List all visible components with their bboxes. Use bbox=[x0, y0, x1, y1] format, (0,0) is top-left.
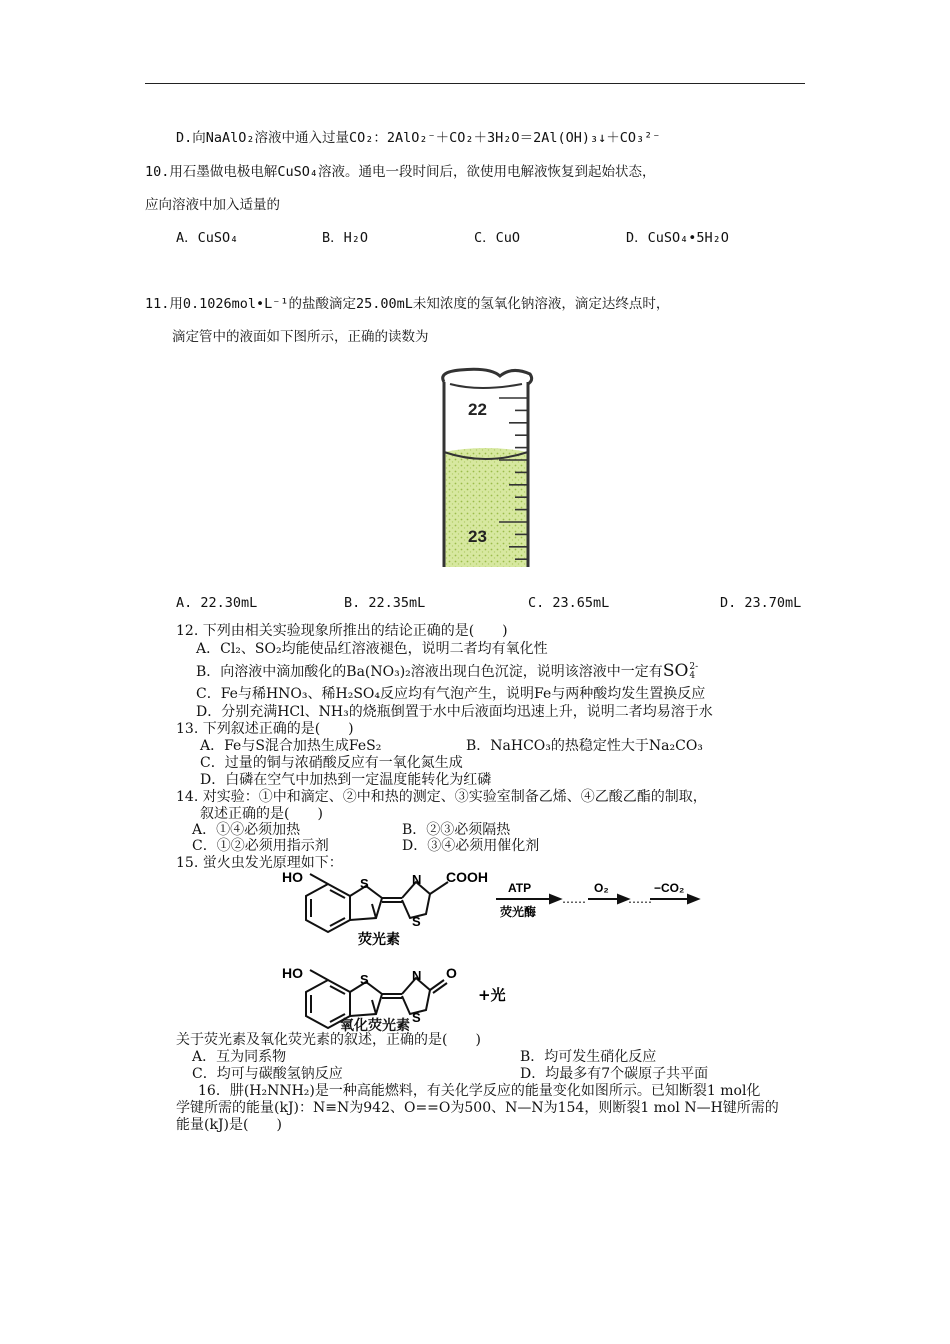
enzyme-label: 荧光酶 bbox=[500, 905, 537, 919]
q12-option-b-text: B．向溶液中滴加酸化的Ba(NO₃)₂溶液出现白色沉淀，说明该溶液中一定有 bbox=[196, 664, 663, 680]
atp-label: ATP bbox=[508, 881, 532, 895]
burette-figure bbox=[430, 362, 540, 572]
q14-option-a: A．①④必须加热 bbox=[192, 822, 301, 838]
q13-option-b: B．NaHCO₃的热稳定性大于Na₂CO₃ bbox=[466, 738, 703, 754]
q16-line3: 能量(kJ)是( ) bbox=[176, 1117, 282, 1133]
q10-option-c: C．CuO bbox=[474, 230, 521, 246]
burette-label-22: 22 bbox=[468, 400, 487, 419]
ho-label-2: HO bbox=[282, 965, 303, 981]
q11-option-c: C. 23.65mL bbox=[528, 595, 610, 611]
q13-option-c: C．过量的铜与浓硝酸反应有一氧化氮生成 bbox=[200, 755, 463, 771]
q14-option-c: C．①②必须用指示剂 bbox=[192, 838, 329, 854]
q11-option-d: D. 23.70mL bbox=[720, 595, 802, 611]
q12-stem: 12. 下列由相关实验现象所推出的结论正确的是( ) bbox=[176, 623, 508, 639]
q14-option-b: B．②③必须隔热 bbox=[402, 822, 511, 838]
n-label-1: N bbox=[412, 872, 422, 887]
q11-stem-line1: 11.用0.1026mol•L⁻¹的盐酸滴定25.00mL未知浓度的氢氧化钠溶液，滴定达终点时， bbox=[145, 296, 670, 312]
q12-option-b-sub: 4 bbox=[689, 671, 696, 681]
s-label-4: S bbox=[412, 1010, 421, 1025]
n-label-2: N bbox=[412, 968, 422, 983]
q12-option-b-sup: 2- bbox=[689, 662, 699, 672]
q12-option-c: C．Fe与稀HNO₃、稀H₂SO₄反应均有气泡产生，说明Fe与两种酸均发生置换反应 bbox=[196, 686, 706, 702]
q10-stem-line1: 10.用石墨做电极电解CuSO₄溶液。通电一段时间后，欲使用电解液恢复到起始状态， bbox=[145, 164, 656, 180]
q13-stem: 13. 下列叙述正确的是( ) bbox=[176, 721, 354, 737]
s-label-3: S bbox=[360, 972, 369, 987]
q15-stem: 15. 蛍火虫发光原理如下： bbox=[176, 855, 343, 871]
q16-line2: 学键所需的能量(kJ)：N≡N为942、O==O为500、N—N为154，则断裂1 mol N—H键所需的 bbox=[176, 1100, 779, 1116]
firefly-reaction-figure bbox=[278, 868, 708, 1038]
q12-option-b bbox=[196, 663, 698, 681]
q16-line1: 16．肼(H₂NNH₂)是一种高能燃料，有关化学反应的能量变化如图所示。已知断裂1 mol化 bbox=[198, 1083, 761, 1099]
q15-option-c: C．均可与碳酸氢钠反应 bbox=[192, 1066, 343, 1082]
s-label-1: S bbox=[360, 876, 369, 891]
q10-option-b: B．H₂O bbox=[322, 230, 369, 246]
q11-stem-line2: 滴定管中的液面如下图所示，正确的读数为 bbox=[172, 329, 429, 345]
header-rule bbox=[145, 83, 805, 84]
dots-2: …… bbox=[628, 892, 652, 906]
q15-option-b: B．均可发生硝化反应 bbox=[520, 1049, 657, 1065]
q13-option-a: A．Fe与S混合加热生成FeS₂ bbox=[200, 738, 382, 754]
q11-option-a: A. 22.30mL bbox=[176, 595, 258, 611]
q13-option-d: D．白磷在空气中加热到一定温度能转化为红磷 bbox=[200, 772, 492, 788]
cooh-label: COOH bbox=[446, 869, 488, 885]
co2-label: −CO₂ bbox=[654, 881, 685, 895]
luciferin-name: 荧光素 bbox=[358, 932, 400, 948]
q14-stem-line1: 14. 对实验：①中和滴定、②中和热的测定、③实验室制备乙烯、④乙酸乙酯的制取， bbox=[176, 789, 707, 805]
o-label: O bbox=[446, 965, 457, 981]
q9-option-d: D.向NaAlO₂溶液中通入过量CO₂：2AlO₂⁻＋CO₂＋3H₂O＝2Al(OH)₃↓＋CO₃²⁻ bbox=[176, 130, 661, 146]
q15-option-d: D．均最多有7个碳原子共平面 bbox=[520, 1066, 709, 1082]
o2-label: O₂ bbox=[594, 881, 609, 895]
dots-1: …… bbox=[562, 892, 586, 906]
q14-stem-line2: 叙述正确的是( ) bbox=[200, 806, 323, 822]
q12-option-a: A．Cl₂、SO₂均能使品红溶液褪色，说明二者均有氧化性 bbox=[196, 641, 548, 657]
q12-option-d: D．分别充满HCl、NH₃的烧瓶倒置于水中后液面均迅速上升，说明二者均易溶于水 bbox=[196, 704, 713, 720]
q10-stem-line2: 应向溶液中加入适量的 bbox=[145, 197, 280, 213]
q15-question: 关于荧光素及氧化荧光素的叙述，正确的是( ) bbox=[176, 1032, 481, 1048]
q12-option-b-formula: SO bbox=[662, 661, 689, 681]
burette-label-23: 23 bbox=[468, 527, 487, 546]
q11-option-b: B. 22.35mL bbox=[344, 595, 426, 611]
q14-option-d: D．③④必须用催化剂 bbox=[402, 838, 540, 854]
q10-option-a: A．CuSO₄ bbox=[176, 230, 239, 246]
q15-option-a: A．互为同系物 bbox=[192, 1049, 287, 1065]
light-label: +光 bbox=[478, 986, 506, 1004]
q10-option-d: D．CuSO₄•5H₂O bbox=[626, 230, 729, 246]
liquid bbox=[444, 448, 528, 567]
benzene-ring-1 bbox=[306, 884, 350, 932]
ho-label-1: HO bbox=[282, 869, 303, 885]
s-label-2: S bbox=[412, 914, 421, 929]
oxyluciferin-name: 氧化荧光素 bbox=[340, 1017, 410, 1033]
